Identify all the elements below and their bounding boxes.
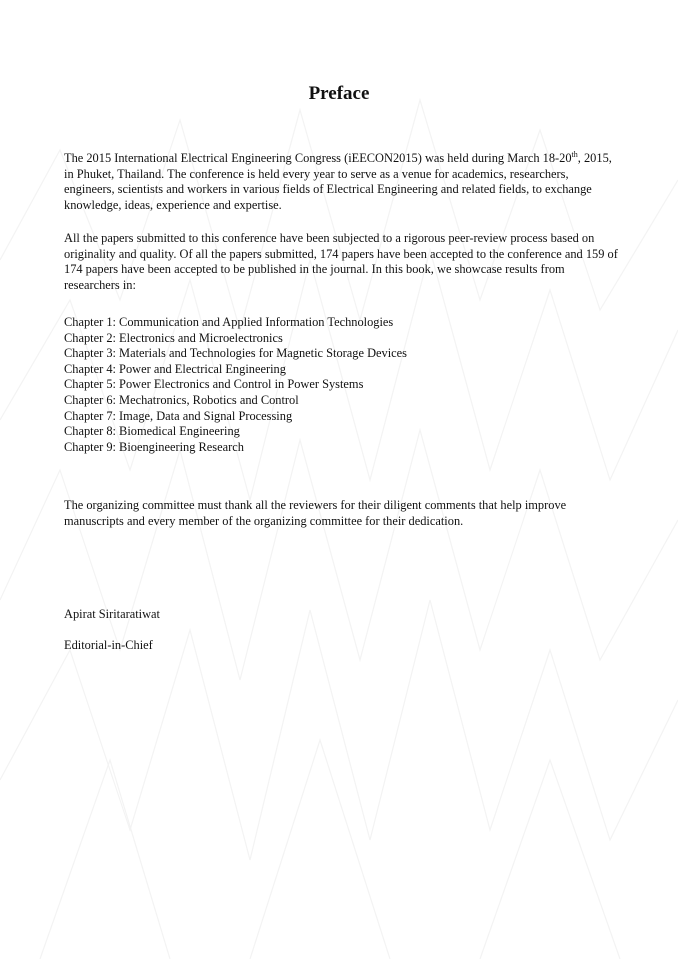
page-title: Preface — [308, 83, 370, 104]
chapter-item: Chapter 2: Electronics and Microelectronics — [64, 330, 283, 345]
signature-role: Editorial-in-Chief — [64, 638, 153, 652]
chapter-item: Chapter 6: Mechatronics, Robotics and Control — [64, 392, 299, 407]
review-text: All the papers submitted to this conference have been subjected to a rigorous peer-review process based on originality and quality. Of all the papers submitted, 174 papers have been accepted to the conference and 159 of 174 papers have been accepted to be published in the journal. In this book, we showcase results from researchers in: — [64, 231, 618, 292]
chapter-item: Chapter 4: Power and Electrical Engineering — [64, 361, 286, 376]
chapter-list — [64, 315, 620, 455]
thanks-text: The organizing committee must thank all the reviewers for their diligent comments that help improve manuscripts and every member of the organizing committee for their dedication. — [64, 498, 567, 528]
chapter-item: Chapter 3: Materials and Technologies for Magnetic Storage Devices — [64, 346, 407, 361]
thanks-paragraph — [64, 498, 620, 529]
intro-text-part1: The 2015 International Electrical Engineering Congress (iEECON2015) was held during March 18-20 — [64, 151, 572, 165]
intro-paragraph — [64, 151, 620, 213]
signature-name: Apirat Siritaratiwat — [64, 607, 160, 621]
ordinal-superscript: th — [571, 149, 578, 159]
intro-text-part2: , 2015, in Phuket, Thailand. The conference is held every year to serve as a venue for academics, researchers, engineers, scientists and workers in various fields of Electrical Engineering and related fields, to exchange knowledge, ideas, experience and expertise. — [64, 151, 612, 212]
chapter-item: Chapter 8: Biomedical Engineering — [64, 424, 240, 439]
review-paragraph — [64, 231, 620, 293]
chapter-item: Chapter 1: Communication and Applied Information Technologies — [64, 315, 394, 329]
chapter-item: Chapter 5: Power Electronics and Control in Power Systems — [64, 377, 364, 392]
chapter-item: Chapter 9: Bioengineering Research — [64, 439, 244, 454]
chapter-item: Chapter 7: Image, Data and Signal Processing — [64, 408, 293, 423]
